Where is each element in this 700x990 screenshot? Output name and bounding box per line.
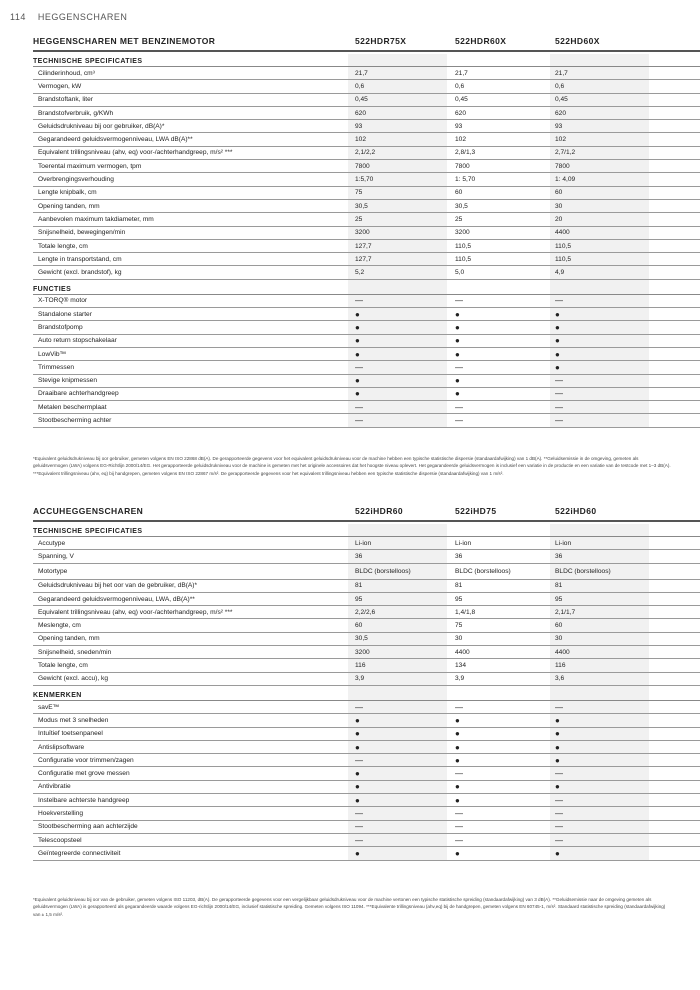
cell-value: 116 <box>555 662 566 670</box>
cell-value: 4,9 <box>555 269 565 277</box>
not-included-dash: — <box>555 795 563 805</box>
included-bullet-icon: ● <box>455 376 460 386</box>
table-row <box>33 550 700 563</box>
table-row <box>33 701 700 714</box>
table-row <box>33 659 700 672</box>
cell-value: 21,7 <box>455 69 468 77</box>
section-title: KENMERKEN <box>33 686 700 701</box>
table-row <box>33 414 700 427</box>
row-label: Instelbare achterste handgreep <box>38 796 130 804</box>
cell-value: 3,9 <box>455 675 465 683</box>
cell-value: 7800 <box>455 162 470 170</box>
row-label: Hoekverstelling <box>38 809 84 817</box>
included-bullet-icon: ● <box>455 322 460 332</box>
row-label: Motortype <box>38 567 68 575</box>
cell-value: 3,9 <box>355 675 365 683</box>
row-label: Stevige knipmessen <box>38 377 98 385</box>
row-label: Telescoopsteel <box>38 836 82 844</box>
row-label: Stootbescherming aan achterzijde <box>38 823 138 831</box>
included-bullet-icon: ● <box>455 349 460 359</box>
row-label: Snijsnelheid, bewegingen/min <box>38 229 126 237</box>
included-bullet-icon: ● <box>555 742 560 752</box>
cell-value: 110,5 <box>555 255 572 263</box>
included-bullet-icon: ● <box>555 715 560 725</box>
cell-value: 36 <box>355 552 363 560</box>
row-label: Gewicht (excl. accu), kg <box>38 675 108 683</box>
included-bullet-icon: ● <box>355 389 360 399</box>
included-bullet-icon: ● <box>555 782 560 792</box>
cell-value: 1,4/1,8 <box>455 608 476 616</box>
table-row <box>33 308 700 321</box>
row-label: Antislipsoftware <box>38 743 85 751</box>
row-label: Toerental maximum vermogen, tpm <box>38 162 142 170</box>
included-bullet-icon: ● <box>455 389 460 399</box>
cell-value: 81 <box>455 582 463 590</box>
table-header <box>33 500 700 522</box>
cell-value: 116 <box>355 662 366 670</box>
row-label: Antivibratie <box>38 783 71 791</box>
included-bullet-icon: ● <box>355 848 360 858</box>
not-included-dash: — <box>555 769 563 779</box>
row-label: Stootbescherming achter <box>38 417 112 425</box>
not-included-dash: — <box>355 808 363 818</box>
cell-value: 620 <box>455 109 467 117</box>
table-row <box>33 673 700 686</box>
cell-value: 1: 5,70 <box>455 176 476 184</box>
not-included-dash: — <box>355 702 363 712</box>
cell-value: 0,6 <box>555 82 565 90</box>
cell-value: 30 <box>555 202 563 210</box>
model-header: 522HD60X <box>555 36 600 46</box>
cell-value: 81 <box>355 582 363 590</box>
table-row <box>33 335 700 348</box>
cell-value: Li-ion <box>555 539 572 547</box>
table-row <box>33 619 700 632</box>
cell-value: 620 <box>355 109 367 117</box>
row-label: Brandstofpomp <box>38 323 83 331</box>
battery-footnotes: *Equivalent geluidsniveau bij oor van de gebruiker, gemeten volgens ISO 11203, dB(A). De gerapporteerde gegevens voor een vergelijkbaar geluidsdrukniveau voor de machine vertonen een typische statistische spreiding (standaardafwijking) van 3 dB(A). **Geluidsemissie naar de omgeving gemeten als geluidsvermogen (LWA) is gerapporteerd als gegarandeerde waarde volgens EG-richtlijn 2000/14/EG, inclusief statistische spreiding. Gemeten volgens ISO 11094. ***Equivalente trillingsniveau (ahv,eq) bij de handgrepen, gemeten volgens EN 60745-1, m/s². Standaard statistische spreiding (standaardafwijking) van ± 1,5 m/s². <box>33 897 666 917</box>
cell-value: 81 <box>555 582 563 590</box>
row-label: Spanning, V <box>38 552 74 560</box>
table-row <box>33 580 700 593</box>
cell-value: 134 <box>455 662 467 670</box>
not-included-dash: — <box>355 822 363 832</box>
table-row <box>33 120 700 133</box>
cell-value: 30,5 <box>455 202 468 210</box>
not-included-dash: — <box>455 808 463 818</box>
cell-value: 30 <box>555 635 563 643</box>
table-row <box>33 834 700 847</box>
row-label: Geluidsdrukniveau bij het oor van de gebruiker, dB(A)* <box>38 582 198 590</box>
included-bullet-icon: ● <box>455 729 460 739</box>
cell-value: Li-ion <box>455 539 472 547</box>
petrol-hedge-trimmers-table <box>33 30 700 428</box>
not-included-dash: — <box>455 702 463 712</box>
included-bullet-icon: ● <box>555 729 560 739</box>
table-title: ACCUHEGGENSCHAREN <box>33 506 144 516</box>
cell-value: 25 <box>355 215 363 223</box>
cell-value: 2,7/1,2 <box>555 149 576 157</box>
cell-value: 21,7 <box>355 69 368 77</box>
cell-value: 95 <box>455 595 463 603</box>
row-label: Lengte in transportstand, cm <box>38 255 122 263</box>
cell-value: 3200 <box>455 229 470 237</box>
row-label: Draaibare achterhandgreep <box>38 390 119 398</box>
cell-value: 93 <box>355 122 363 130</box>
not-included-dash: — <box>455 362 463 372</box>
cell-value: BLDC (borstelloos) <box>555 567 611 575</box>
included-bullet-icon: ● <box>455 848 460 858</box>
cell-value: 110,5 <box>555 242 572 250</box>
included-bullet-icon: ● <box>355 742 360 752</box>
included-bullet-icon: ● <box>355 309 360 319</box>
row-label: Brandstoftank, liter <box>38 96 93 104</box>
cell-value: 36 <box>555 552 563 560</box>
battery-hedge-trimmers-table <box>33 500 700 861</box>
table-row <box>33 67 700 80</box>
row-label: Overbrengingsverhouding <box>38 176 114 184</box>
cell-value: 4400 <box>555 229 570 237</box>
cell-value: 0,6 <box>455 82 465 90</box>
table-row <box>33 266 700 279</box>
included-bullet-icon: ● <box>555 349 560 359</box>
table-row <box>33 107 700 120</box>
section-title: TECHNISCHE SPECIFICATIES <box>33 522 700 537</box>
table-row <box>33 646 700 659</box>
not-included-dash: — <box>555 296 563 306</box>
cell-value: 75 <box>355 189 363 197</box>
table-row <box>33 348 700 361</box>
table-row <box>33 295 700 308</box>
cell-value: 60 <box>355 622 363 630</box>
included-bullet-icon: ● <box>555 309 560 319</box>
not-included-dash: — <box>355 296 363 306</box>
cell-value: 20 <box>555 215 563 223</box>
cell-value: 30,5 <box>355 635 368 643</box>
row-label: Gegarandeerd geluidsvermogenniveau, LWA, dB(A)** <box>38 595 195 603</box>
table-row <box>33 564 700 580</box>
table-row <box>33 187 700 200</box>
cell-value: 7800 <box>355 162 370 170</box>
page-header <box>10 12 139 22</box>
cell-value: 36 <box>455 552 463 560</box>
not-included-dash: — <box>555 808 563 818</box>
cell-value: 7800 <box>555 162 570 170</box>
row-label: Modus met 3 snelheden <box>38 716 109 724</box>
not-included-dash: — <box>555 402 563 412</box>
model-header: 522iHD60 <box>555 506 597 516</box>
included-bullet-icon: ● <box>555 336 560 346</box>
table-row <box>33 401 700 414</box>
cell-value: 0,45 <box>455 96 468 104</box>
row-label: Totale lengte, cm <box>38 662 88 670</box>
cell-value: 25 <box>455 215 463 223</box>
not-included-dash: — <box>555 835 563 845</box>
row-label: Intuïtief toetsenpaneel <box>38 730 103 738</box>
not-included-dash: — <box>555 389 563 399</box>
cell-value: 1:5,70 <box>355 176 374 184</box>
row-label: Configuratie met grove messen <box>38 770 130 778</box>
table-row <box>33 200 700 213</box>
cell-value: 102 <box>455 136 467 144</box>
row-label: Meslengte, cm <box>38 622 81 630</box>
cell-value: 102 <box>555 136 567 144</box>
included-bullet-icon: ● <box>555 755 560 765</box>
included-bullet-icon: ● <box>355 322 360 332</box>
not-included-dash: — <box>455 769 463 779</box>
row-label: Equivalent trillingsniveau (ahv, eq) voor-/achterhandgreep, m/s² *** <box>38 149 233 157</box>
table-row <box>33 728 700 741</box>
cell-value: 0,6 <box>355 82 365 90</box>
cell-value: 3200 <box>355 229 370 237</box>
cell-value: 0,45 <box>555 96 568 104</box>
not-included-dash: — <box>455 822 463 832</box>
table-row <box>33 94 700 107</box>
included-bullet-icon: ● <box>455 782 460 792</box>
cell-value: BLDC (borstelloos) <box>455 567 511 575</box>
row-label: Equivalent trillingsniveau (ahv, eq) voor-/achterhandgreep, m/s² *** <box>38 608 233 616</box>
cell-value: 75 <box>455 622 463 630</box>
cell-value: 0,45 <box>355 96 368 104</box>
row-label: Geïntegreerde connectiviteit <box>38 849 121 857</box>
cell-value: 1: 4,09 <box>555 176 576 184</box>
not-included-dash: — <box>355 835 363 845</box>
table-row <box>33 133 700 146</box>
row-label: Configuratie voor trimmen/zagen <box>38 756 134 764</box>
model-header: 522HDR60X <box>455 36 507 46</box>
cell-value: 620 <box>555 109 567 117</box>
cell-value: BLDC (borstelloos) <box>355 567 411 575</box>
cell-value: 95 <box>355 595 363 603</box>
cell-value: 2,1/2,2 <box>355 149 376 157</box>
not-included-dash: — <box>355 362 363 372</box>
not-included-dash: — <box>555 376 563 386</box>
cell-value: 4400 <box>455 648 470 656</box>
cell-value: 102 <box>355 136 367 144</box>
table-row <box>33 253 700 266</box>
table-row <box>33 633 700 646</box>
model-header: 522iHD75 <box>455 506 497 516</box>
not-included-dash: — <box>455 296 463 306</box>
table-row <box>33 160 700 173</box>
included-bullet-icon: ● <box>355 349 360 359</box>
table-row <box>33 80 700 93</box>
table-row <box>33 147 700 160</box>
table-row <box>33 361 700 374</box>
model-header: 522HDR75X <box>355 36 407 46</box>
row-label: Brandstofverbruik, g/KWh <box>38 109 114 117</box>
row-label: Geluidsdrukniveau bij oor gebruiker, dB(A)* <box>38 122 165 130</box>
table-title: HEGGENSCHAREN MET BENZINEMOTOR <box>33 36 216 46</box>
included-bullet-icon: ● <box>555 322 560 332</box>
not-included-dash: — <box>555 822 563 832</box>
cell-value: 2,1/1,7 <box>555 608 576 616</box>
cell-value: 110,5 <box>455 242 472 250</box>
not-included-dash: — <box>355 755 363 765</box>
row-label: Auto return stopschakelaar <box>38 337 117 345</box>
cell-value: 93 <box>555 122 563 130</box>
cell-value: 60 <box>555 189 563 197</box>
included-bullet-icon: ● <box>455 336 460 346</box>
cell-value: 3,6 <box>555 675 565 683</box>
row-label: savE™ <box>38 703 60 711</box>
section-title: FUNCTIES <box>33 280 700 295</box>
row-label: Metalen beschermplaat <box>38 403 107 411</box>
row-label: Vermogen, kW <box>38 82 82 90</box>
not-included-dash: — <box>355 416 363 426</box>
cell-value: 127,7 <box>355 255 372 263</box>
model-header: 522iHDR60 <box>355 506 404 516</box>
included-bullet-icon: ● <box>355 795 360 805</box>
row-label: Gewicht (excl. brandstof), kg <box>38 269 122 277</box>
not-included-dash: — <box>555 702 563 712</box>
cell-value: 110,5 <box>455 255 472 263</box>
cell-value: 5,0 <box>455 269 465 277</box>
cell-value: 60 <box>555 622 563 630</box>
included-bullet-icon: ● <box>355 376 360 386</box>
not-included-dash: — <box>555 416 563 426</box>
cell-value: 2,2/2,6 <box>355 608 376 616</box>
cell-value: 21,7 <box>555 69 568 77</box>
row-label: Totale lengte, cm <box>38 242 88 250</box>
cell-value: 3200 <box>355 648 370 656</box>
section-title: HEGGENSCHAREN <box>37 12 128 22</box>
cell-value: 93 <box>455 122 463 130</box>
row-label: Opening tanden, mm <box>38 635 100 643</box>
included-bullet-icon: ● <box>455 755 460 765</box>
included-bullet-icon: ● <box>455 742 460 752</box>
table-row <box>33 847 700 860</box>
cell-value: Li-ion <box>355 539 372 547</box>
table-row <box>33 741 700 754</box>
row-label: Snijsnelheid, sneden/min <box>38 648 112 656</box>
not-included-dash: — <box>455 416 463 426</box>
cell-value: 60 <box>455 189 463 197</box>
cell-value: 2,8/1,3 <box>455 149 476 157</box>
table-row <box>33 714 700 727</box>
cell-value: 5,2 <box>355 269 365 277</box>
row-label: Cilinderinhoud, cm³ <box>38 69 95 77</box>
cell-value: 30,5 <box>355 202 368 210</box>
table-row <box>33 794 700 807</box>
table-row <box>33 807 700 820</box>
included-bullet-icon: ● <box>455 715 460 725</box>
table-row <box>33 173 700 186</box>
table-row <box>33 321 700 334</box>
table-header <box>33 30 700 52</box>
section-title: TECHNISCHE SPECIFICATIES <box>33 52 700 67</box>
table-row <box>33 754 700 767</box>
included-bullet-icon: ● <box>555 362 560 372</box>
table-row <box>33 606 700 619</box>
row-label: Trimmessen <box>38 363 75 371</box>
included-bullet-icon: ● <box>355 336 360 346</box>
row-label: X-TORQ® motor <box>38 297 88 305</box>
included-bullet-icon: ● <box>355 782 360 792</box>
table-row <box>33 240 700 253</box>
cell-value: 127,7 <box>355 242 372 250</box>
table-row <box>33 537 700 550</box>
not-included-dash: — <box>355 402 363 412</box>
row-label: Accutype <box>38 539 66 547</box>
page-number: 114 <box>10 12 26 22</box>
included-bullet-icon: ● <box>355 715 360 725</box>
not-included-dash: — <box>455 835 463 845</box>
table-row <box>33 375 700 388</box>
cell-value: 95 <box>555 595 563 603</box>
row-label: Aanbevolen maximum takdiameter, mm <box>38 215 154 223</box>
row-label: Gegarandeerd geluidsvermogenniveau, LWA dB(A)** <box>38 136 193 144</box>
table-row <box>33 767 700 780</box>
row-label: Standalone starter <box>38 310 92 318</box>
included-bullet-icon: ● <box>355 769 360 779</box>
included-bullet-icon: ● <box>455 795 460 805</box>
included-bullet-icon: ● <box>355 729 360 739</box>
table-row <box>33 781 700 794</box>
table-row <box>33 227 700 240</box>
row-label: LowVib™ <box>38 350 67 358</box>
row-label: Lengte knipbalk, cm <box>38 189 97 197</box>
not-included-dash: — <box>455 402 463 412</box>
petrol-footnotes: *Equivalent geluidsdrukniveau bij oor gebruiker, gemeten volgens EN ISO 22868 dB(A). De gerapporteerde gegevens voor het equivalent geluidsdrukniveau voor de machine hebben een typische statistische dispersie (standaardafwijking) van 1 dB(A). **Geluidsemissie in de omgeving, gemeten als geluidsvermogen (LWA) volgens EG-Richtlijn 2000/14/EG. Het gerapporteerde geluidsdrukniveau voor de machine is gemeten met het originele accessoires dat het hoogste niveau oplevert. Het gegarandeerde geluidsvermogen is inclusief een variatie in de productie en een variatie van de testcode met 1–3 dB(A). ***Equivalent trillingsniveau (ahv, eq) bij handgrepen, gemeten volgens EN ISO 22867 m/s². De gerapporteerde gegevens voor het equivalent trillingsniveau hebben een typische statistische dispersie (standaardafwijking) van 1 m/s². <box>33 456 671 476</box>
table-row <box>33 821 700 834</box>
cell-value: 30 <box>455 635 463 643</box>
table-row <box>33 213 700 226</box>
included-bullet-icon: ● <box>455 309 460 319</box>
row-label: Opening tanden, mm <box>38 202 100 210</box>
cell-value: 4400 <box>555 648 570 656</box>
table-row <box>33 593 700 606</box>
table-row <box>33 388 700 401</box>
included-bullet-icon: ● <box>555 848 560 858</box>
